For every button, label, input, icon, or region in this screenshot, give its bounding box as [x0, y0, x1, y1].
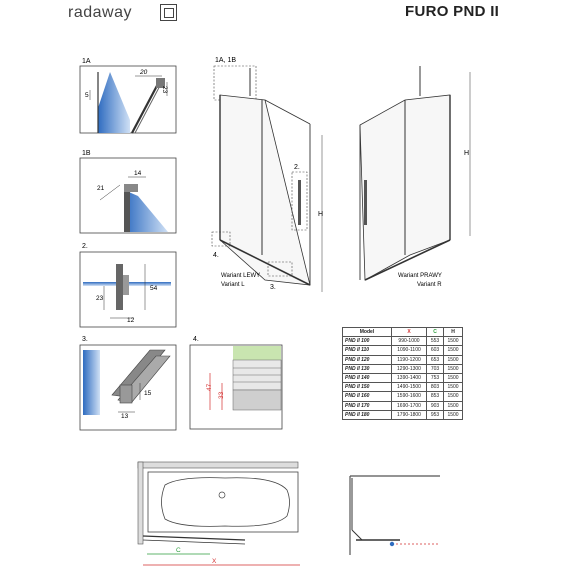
cell-h: 1500 — [444, 337, 463, 346]
cell-model: PND II 130 — [343, 364, 392, 373]
cell-h: 1500 — [444, 401, 463, 410]
cell-model: PND II 180 — [343, 410, 392, 419]
plan-detail — [350, 476, 440, 555]
brand-name: radaway — [68, 4, 132, 21]
table-row — [343, 373, 463, 382]
cell-h: 1500 — [444, 355, 463, 364]
detail-4 — [190, 336, 282, 429]
table-row — [343, 346, 463, 355]
table-row — [343, 410, 463, 419]
detail-4-dim-33: 33 — [218, 391, 225, 399]
cell-h: 1500 — [444, 392, 463, 401]
cell-model: PND II 160 — [343, 392, 392, 401]
cell-model: PND II 100 — [343, 337, 392, 346]
detail-3-dim-15: 15 — [144, 390, 152, 397]
detail-2-dim-23: 23 — [96, 295, 104, 302]
cell-c: 853 — [427, 392, 444, 401]
cell-h: 1500 — [444, 373, 463, 382]
cell-model: PND II 120 — [343, 355, 392, 364]
cell-c: 653 — [427, 355, 444, 364]
cell-x: 1790-1800 — [392, 410, 427, 419]
detail-2 — [80, 243, 176, 327]
cell-x: 1190-1200 — [392, 355, 427, 364]
col-model: Model — [343, 328, 392, 337]
detail-1b-dim-14: 14 — [134, 170, 142, 177]
spec-table-header — [343, 328, 463, 337]
left-variant-name: Wariant LEWY — [221, 273, 261, 279]
cell-x: 1290-1300 — [392, 364, 427, 373]
plan-dim-x: X — [212, 558, 217, 565]
col-x: X — [392, 328, 427, 337]
detail-1a-dim-5: 5 — [85, 92, 89, 99]
table-row — [343, 401, 463, 410]
left-callout-top: 1A, 1B — [215, 57, 237, 64]
cell-c: 903 — [427, 401, 444, 410]
detail-4-dim-47: 47 — [206, 383, 213, 391]
spec-table — [342, 327, 463, 420]
detail-2-label: 2. — [82, 243, 88, 250]
table-row — [343, 337, 463, 346]
right-variant-name: Wariant PRAWY — [398, 273, 442, 279]
left-variant-en: Variant L — [221, 282, 245, 288]
detail-1b-dim-21: 21 — [97, 185, 105, 192]
detail-3-label: 3. — [82, 336, 88, 343]
cell-c: 803 — [427, 383, 444, 392]
cell-c: 703 — [427, 364, 444, 373]
detail-2-dim-54: 54 — [150, 285, 158, 292]
cell-model: PND II 150 — [343, 383, 392, 392]
elevation-right — [360, 66, 470, 288]
cell-h: 1500 — [444, 346, 463, 355]
detail-1a-label: 1A — [82, 58, 91, 65]
cell-c: 553 — [427, 337, 444, 346]
right-dim-h: H — [464, 150, 470, 157]
detail-4-label: 4. — [193, 336, 199, 343]
cell-h: 1500 — [444, 383, 463, 392]
detail-3-dim-13: 13 — [121, 413, 129, 420]
detail-1a-dim-23: 23 — [161, 86, 168, 94]
cell-c: 753 — [427, 373, 444, 382]
detail-1b-label: 1B — [82, 150, 91, 157]
cell-x: 1490-1500 — [392, 383, 427, 392]
table-row — [343, 364, 463, 373]
cell-x: 990-1000 — [392, 337, 427, 346]
cell-model: PND II 140 — [343, 373, 392, 382]
product-title: FURO PND II — [405, 3, 500, 20]
cell-model: PND II 170 — [343, 401, 392, 410]
plan-dim-c: C — [176, 547, 181, 554]
elevation-left — [212, 57, 323, 292]
cell-x: 1090-1100 — [392, 346, 427, 355]
detail-1a-dim-20: 20 — [140, 69, 148, 76]
right-variant-en: Variant R — [417, 282, 442, 288]
spec-table-container — [342, 327, 463, 420]
col-c: C — [427, 328, 444, 337]
cell-h: 1500 — [444, 410, 463, 419]
detail-2-dim-12: 12 — [127, 317, 135, 324]
col-h: H — [444, 328, 463, 337]
cell-c: 953 — [427, 410, 444, 419]
detail-1a — [80, 58, 176, 133]
cell-x: 1690-1700 — [392, 401, 427, 410]
cell-x: 1590-1600 — [392, 392, 427, 401]
cell-x: 1390-1400 — [392, 373, 427, 382]
table-row — [343, 392, 463, 401]
left-dim-h: H — [318, 211, 324, 218]
detail-3 — [80, 336, 176, 430]
cell-model: PND II 110 — [343, 346, 392, 355]
plan-view — [138, 462, 300, 565]
table-row — [343, 355, 463, 364]
left-callout-side: 2. — [294, 164, 300, 171]
detail-1b — [80, 150, 176, 233]
table-row — [343, 383, 463, 392]
cell-c: 603 — [427, 346, 444, 355]
left-callout-b: 3. — [270, 284, 276, 291]
cell-h: 1500 — [444, 364, 463, 373]
left-callout-bl: 4. — [213, 252, 219, 259]
